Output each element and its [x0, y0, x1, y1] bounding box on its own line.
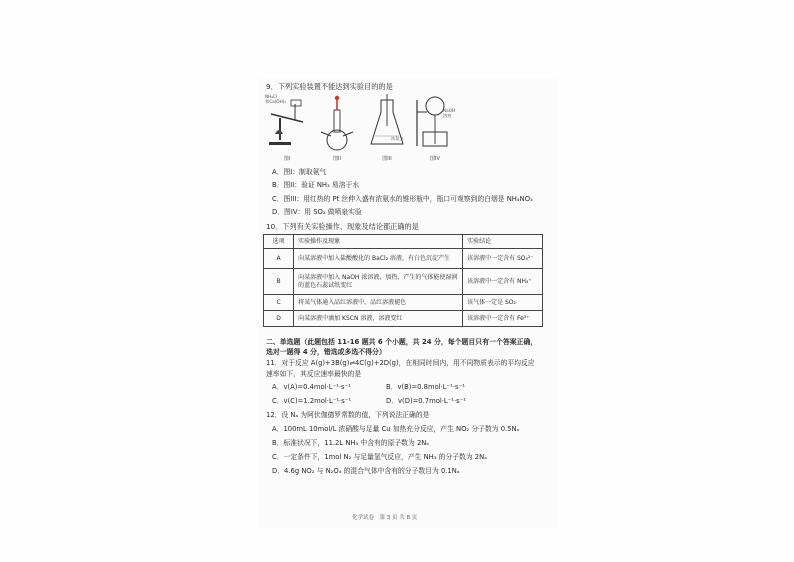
figure-2-label: 图II: [333, 156, 341, 162]
q11-option-d: D．v(D)=0.7mol·L⁻¹·s⁻¹: [386, 397, 467, 405]
figure-2: [315, 92, 359, 162]
figure-1-label: 图I: [283, 156, 291, 162]
q9-option-b: B．图II：验证 NH₃ 易溶于水: [272, 181, 360, 189]
q12-option-c: C．一定条件下，1mol N₂ 与足量氢气反应，产生 NH₃ 的分子数为 2Nₐ: [272, 453, 487, 461]
q11-option-c: C．v(C)=1.2mol·L⁻¹·s⁻¹: [272, 397, 352, 405]
table-cell-option: B: [264, 269, 294, 295]
table-header-row: [264, 235, 543, 249]
figure-3-note: 浓氨水: [391, 136, 404, 141]
table-cell-result: 该溶液中一定含有 NH₄⁺: [463, 269, 543, 295]
table-cell-operation: 向某溶液中滴加 KSCN 溶液，溶液变红: [294, 311, 463, 327]
table-cell-operation: 向某溶液中加入 NaOH 浓溶液，加热，产生的气体能使湿润的蓝色石蕊试纸变红: [294, 269, 463, 295]
table-header: 实验操作及现象: [294, 235, 463, 249]
q11-option-a: A．v(A)=0.4mol·L⁻¹·s⁻¹: [272, 383, 351, 391]
table-row: [264, 249, 543, 269]
q10-title: 10．下列有关实验操作、现象及结论都正确的是: [266, 222, 419, 231]
figure-4-note: NaOH 溶液: [443, 108, 456, 118]
table-header: 选项: [264, 235, 294, 249]
apparatus-3-icon: [365, 92, 409, 154]
q12-title: 12．设 Nₐ 为阿伏伽德罗常数的值，下列说法正确的是: [266, 411, 430, 419]
q11-title: 11．对于反应 A(g)+3B(g)⇌4C(g)+2D(g)，在相同时间内，用不同物质表示的平均反应: [266, 359, 535, 367]
q11-option-b: B．v(B)=0.8mol·L⁻¹·s⁻¹: [386, 383, 465, 391]
figure-3-label: 图III: [382, 156, 392, 162]
table-cell-option: D: [264, 311, 294, 327]
figure-1: [265, 92, 309, 162]
table-cell-operation: 将某气体通入品红溶液中，品红溶液褪色: [294, 295, 463, 311]
page-footer: 化学试卷 第 3 页 共 8 页: [352, 515, 418, 521]
table-cell-result: 该溶液中一定含有 Fe³⁺: [463, 311, 543, 327]
q12-option-d: D．4.6g NO₂ 与 N₂O₄ 的混合气体中含有的分子数目为 0.1Nₐ: [272, 467, 460, 475]
figure-1-note: NH₄Cl 和Ca(OH)₂: [265, 94, 287, 104]
table-cell-result: 该气体一定是 SO₂: [463, 295, 543, 311]
q9-option-a: A．图I：制取氨气: [272, 168, 327, 176]
figure-4: [413, 92, 457, 162]
figure-3: [365, 92, 409, 162]
q9-figures: [265, 92, 455, 162]
table-row: [264, 295, 543, 311]
q9-option-d: D．图IV：用 SO₂ 做喷泉实验: [272, 208, 362, 216]
q10-table: [263, 234, 543, 327]
q12-option-a: A．100mL 10mol/L 浓硝酸与足量 Cu 加热充分反应，产生 NO₂ 分子数为 0.5Nₐ: [272, 425, 520, 433]
q9-title: 9．下列实验装置不能达到实验目的的是: [266, 82, 393, 91]
table-row: [264, 269, 543, 295]
q12-option-b: B．标准状况下，11.2L NH₃ 中含有的原子数为 2Nₐ: [272, 439, 430, 447]
table-cell-option: C: [264, 295, 294, 311]
section-2-title: 二、单选题（此题包括 11-16 题共 6 个小题，共 24 分，每个题目只有一个答案正确，选对一题得 4 分，错选或多选不得分）: [266, 338, 538, 356]
apparatus-4-icon: [413, 92, 457, 154]
table-header: 实验结论: [463, 235, 543, 249]
figure-4-label: 图IV: [430, 156, 440, 162]
table-cell-option: A: [264, 249, 294, 269]
apparatus-2-icon: [315, 92, 359, 154]
table-cell-result: 该溶液中一定含有 SO₄²⁻: [463, 249, 543, 269]
q11-title-cont: 速率如下，其反应速率最快的是: [266, 370, 362, 378]
table-cell-operation: 向某溶液中加入盐酸酸化的 BaCl₂ 溶液，有白色沉淀产生: [294, 249, 463, 269]
q9-option-c: C．图III：用红热的 Pt 丝伸入盛有浓氨水的锥形瓶中，瓶口可观察到的白烟是 NH₄NO₃: [272, 195, 533, 203]
table-row: [264, 311, 543, 327]
